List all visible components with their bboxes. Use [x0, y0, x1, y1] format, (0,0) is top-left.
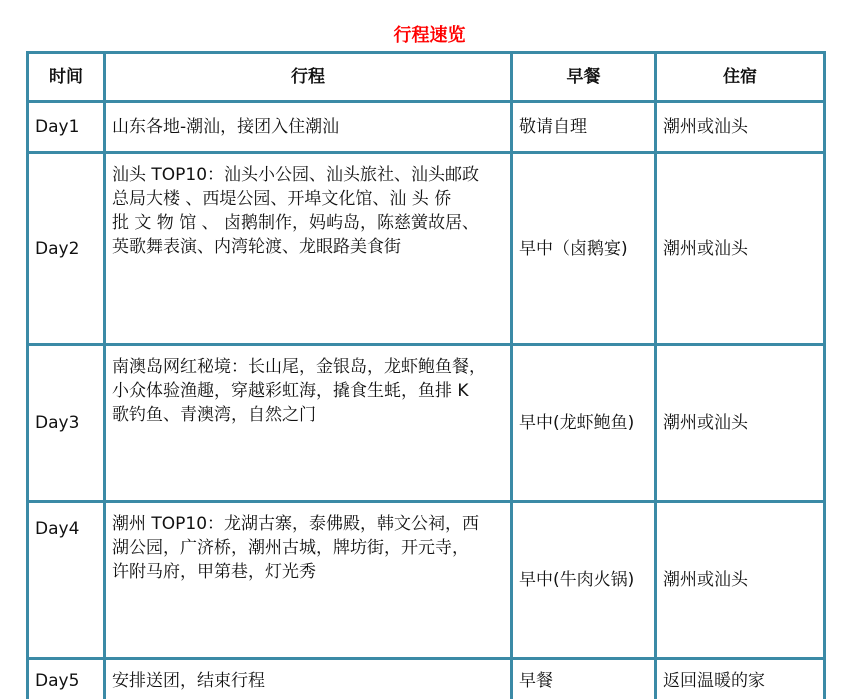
breakfast-cell: 早中(龙虾鲍鱼) — [512, 345, 656, 502]
table-row — [28, 345, 825, 502]
day-cell: Day1 — [28, 102, 105, 153]
lodging-cell: 潮州或汕头 — [656, 102, 825, 153]
table-row — [28, 153, 825, 345]
day-cell: Day4 — [28, 502, 105, 659]
itinerary-cell: 安排送团，结束行程 — [105, 659, 512, 699]
breakfast-cell: 早中(牛肉火锅) — [512, 502, 656, 659]
itinerary-cell: 潮州 TOP10：龙湖古寨，泰佛殿，韩文公祠，西 湖公园，广济桥，潮州古城，牌坊街，开元寺， 许附马府，甲第巷，灯光秀 — [105, 502, 512, 659]
lodging-cell: 潮州或汕头 — [656, 345, 825, 502]
day-cell: Day2 — [28, 153, 105, 345]
itinerary-cell: 山东各地-潮汕，接团入住潮汕 — [105, 102, 512, 153]
breakfast-cell: 敬请自理 — [512, 102, 656, 153]
table-row — [28, 502, 825, 659]
day-cell: Day5 — [28, 659, 105, 699]
header-day: 时间 — [28, 53, 105, 102]
table-row — [28, 659, 825, 699]
lodging-cell: 潮州或汕头 — [656, 153, 825, 345]
page-title: 行程速览 — [393, 25, 466, 46]
lodging-cell: 潮州或汕头 — [656, 502, 825, 659]
header-breakfast: 早餐 — [512, 53, 656, 102]
itinerary-table — [26, 51, 826, 699]
itinerary-cell: 南澳岛网红秘境：长山尾，金银岛，龙虾鲍鱼餐， 小众体验渔趣，穿越彩虹海，撬食生蚝，鱼排 K 歌钓鱼、青澳湾，自然之门 — [105, 345, 512, 502]
header-itinerary: 行程 — [105, 53, 512, 102]
header-lodging: 住宿 — [656, 53, 825, 102]
itinerary-cell: 汕头 TOP10：汕头小公园、汕头旅社、汕头邮政 总局大楼 、西堤公园、开埠文化馆、汕 头 侨 批 文 物 馆 、 卤鹅制作，妈屿岛，陈慈黉故居、 英歌舞表演、内湾轮渡、龙眼路美食街 — [105, 153, 512, 345]
breakfast-cell: 早餐 — [512, 659, 656, 699]
day-cell: Day3 — [28, 345, 105, 502]
table-header-row — [28, 53, 825, 102]
lodging-cell: 返回温暖的家 — [656, 659, 825, 699]
table-row — [28, 102, 825, 153]
breakfast-cell: 早中（卤鹅宴) — [512, 153, 656, 345]
